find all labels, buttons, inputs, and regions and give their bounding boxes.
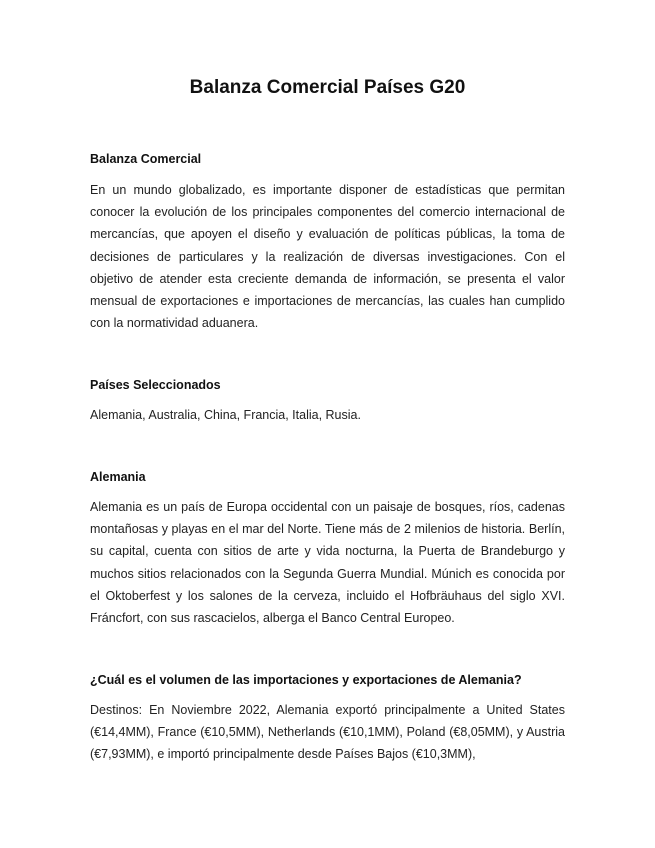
heading-balanza-comercial: Balanza Comercial	[90, 152, 202, 166]
heading-volumen-comercio: ¿Cuál es el volumen de las importaciones y exportaciones de Alemania?	[90, 673, 522, 687]
paragraph-balanza-comercial: En un mundo globalizado, es importante disponer de estadísticas que permitan conocer la evolución de los principales componentes del comercio internacional de mercancías, que apoyen el diseño y evaluación de políticas públicas, la toma de decisiones de particulares y la realización de diversas investigaciones. Con el objetivo de atender esta creciente demanda de información, se presenta el valor mensual de exportaciones e importaciones de mercancías, las cuales han cumplido con la normatividad aduanera.	[90, 183, 565, 331]
heading-alemania: Alemania	[90, 470, 146, 484]
heading-paises-seleccionados: Países Seleccionados	[90, 378, 221, 392]
paragraph-alemania: Alemania es un país de Europa occidental con un paisaje de bosques, ríos, cadenas montañosas y playas en el mar del Norte. Tiene más de 2 milenios de historia. Berlín, su capital, cuenta con sitios de arte y vida nocturna, la Puerta de Brandeburgo y muchos sitios relacionados con la Segunda Guerra Mundial. Múnich es conocida por el Oktoberfest y los salones de la cerveza, incluido el Hofbräuhaus del siglo XVI. Fráncfort, con sus rascacielos, alberga el Banco Central Europeo.	[90, 500, 565, 626]
paragraph-paises-seleccionados: Alemania, Australia, China, Francia, Italia, Rusia.	[90, 408, 361, 422]
document-title: Balanza Comercial Países G20	[189, 77, 466, 98]
paragraph-volumen-comercio: Destinos: En Noviembre 2022, Alemania exportó principalmente a United States (€14,4MM), France (€10,5MM), Netherlands (€10,1MM), Poland (€8,05MM), y Austria (€7,93MM), e importó principalmente desde Países Bajos (€10,3MM),	[90, 703, 565, 762]
